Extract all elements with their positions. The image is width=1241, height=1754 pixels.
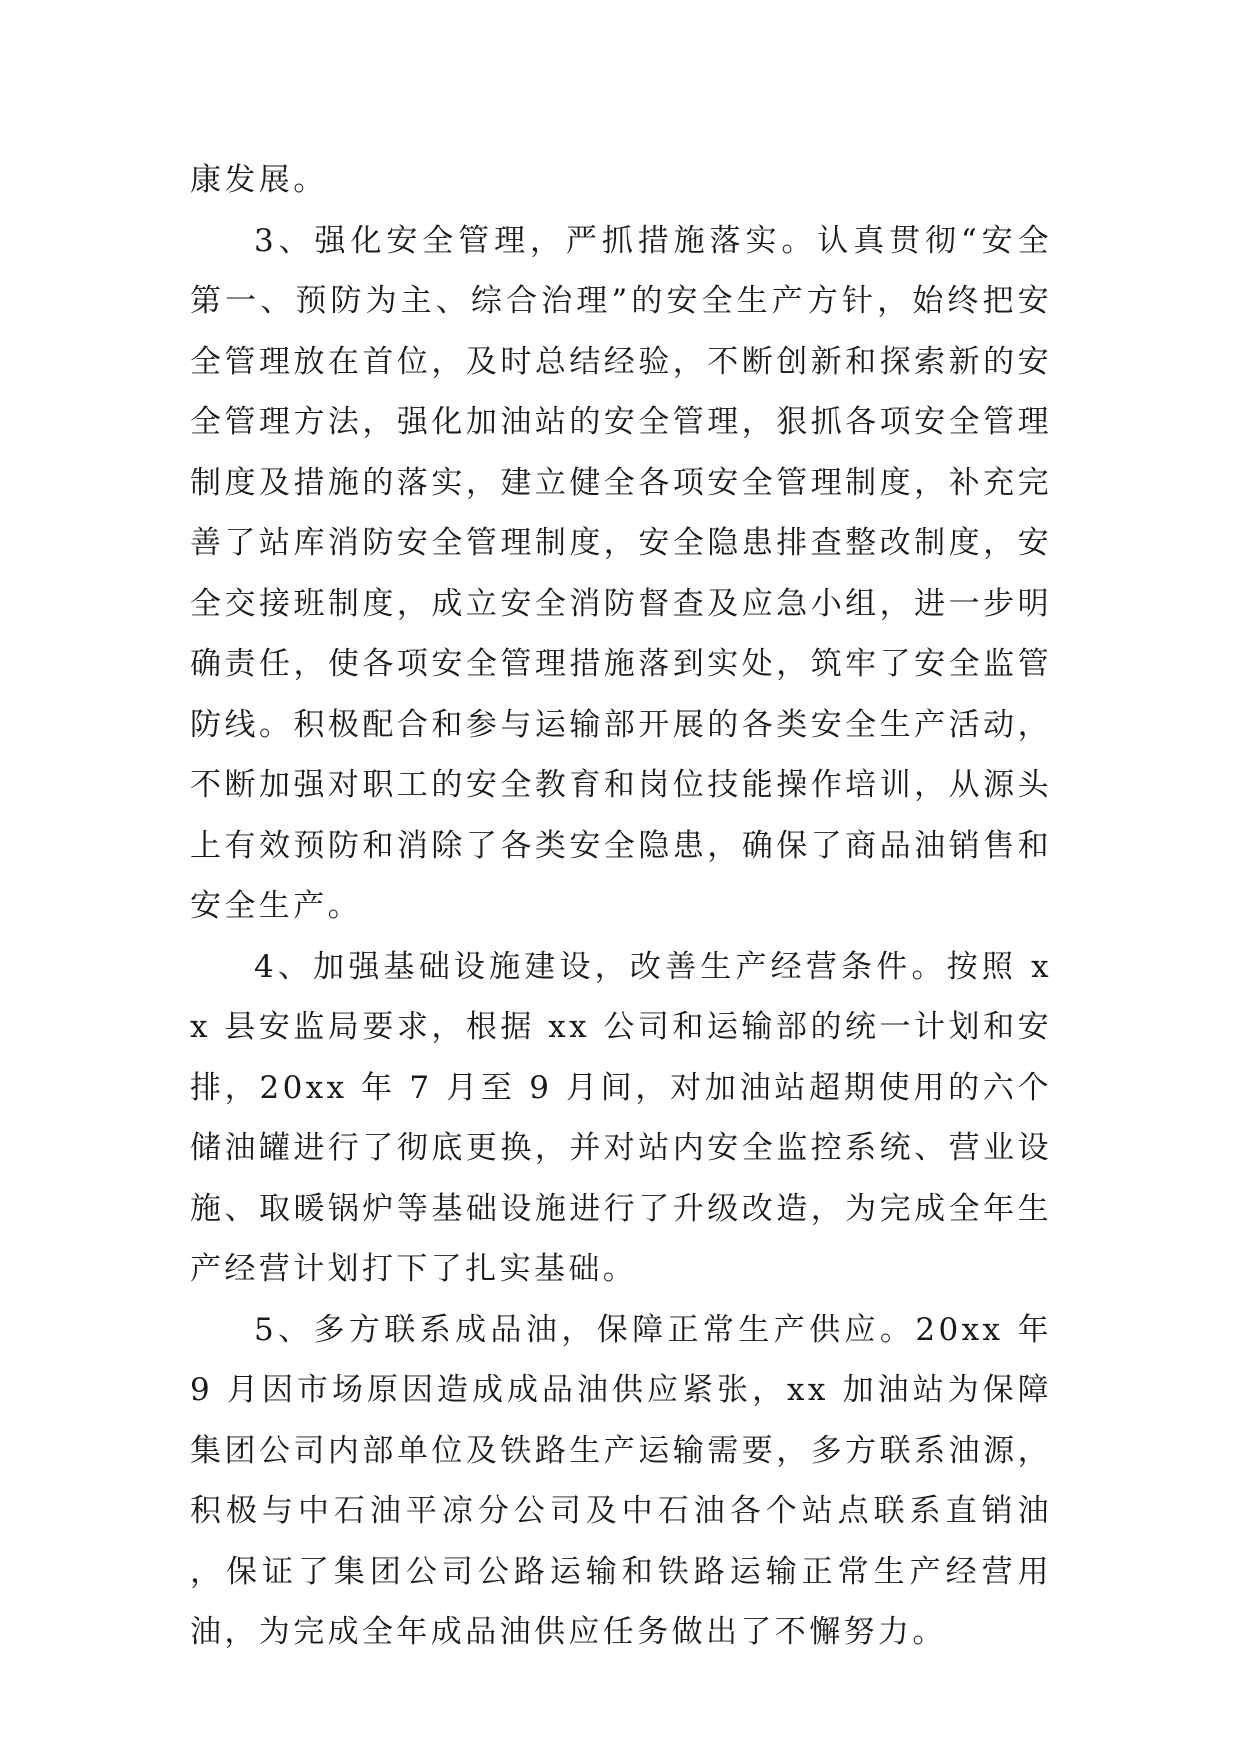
paragraph-oil-supply: 5、多方联系成品油，保障正常生产供应。20xx 年 9 月因市场原因造成成品油供应紧张，xx 加油站为保障集团公司内部单位及铁路生产运输需要，多方联系油源，积极与中石油平凉分公司及中石油各个站点联系直销油 ，保证了集团公司公路运输和铁路运输正常生产经营用油，为完成全年成品油供应任务做出了不懈努力。 <box>190 1311 1052 1650</box>
document-body <box>190 150 1052 1663</box>
paragraph-continuation: 康发展。 <box>190 162 328 198</box>
paragraph-safety-management: 3、强化安全管理，严抓措施落实。认真贯彻“安全第一、预防为主、综合治理”的安全生产方针，始终把安全管理放在首位，及时总结经验，不断创新和探索新的安全管理方法，强化加油站的安全管理，狠抓各项安全管理制度及措施的落实，建立健全各项安全管理制度，补充完善了站库消防安全管理制度，安全隐患排查整改制度，安全交接班制度，成立安全消防督查及应急小组，进一步明确责任，使各项安全管理措施落到实处，筑牢了安全监管防线。积极配合和参与运输部开展的各类安全生产活动，不断加强对职工的安全教育和岗位技能操作培训，从源头上有效预防和消除了各类安全隐患，确保了商品油销售和安全生产。 <box>190 222 1052 924</box>
paragraph-infrastructure: 4、加强基础设施建设，改善生产经营条件。按照 xx 县安监局要求，根据 xx 公司和运输部的统一计划和安排，20xx 年 7 月至 9 月间，对加油站超期使用的六个储油罐进行了彻底更换，并对站内安全监控系统、营业设施、取暖锅炉等基础设施进行了升级改造，为完成全年生产经营计划打下了扎实基础。 <box>190 948 1052 1287</box>
